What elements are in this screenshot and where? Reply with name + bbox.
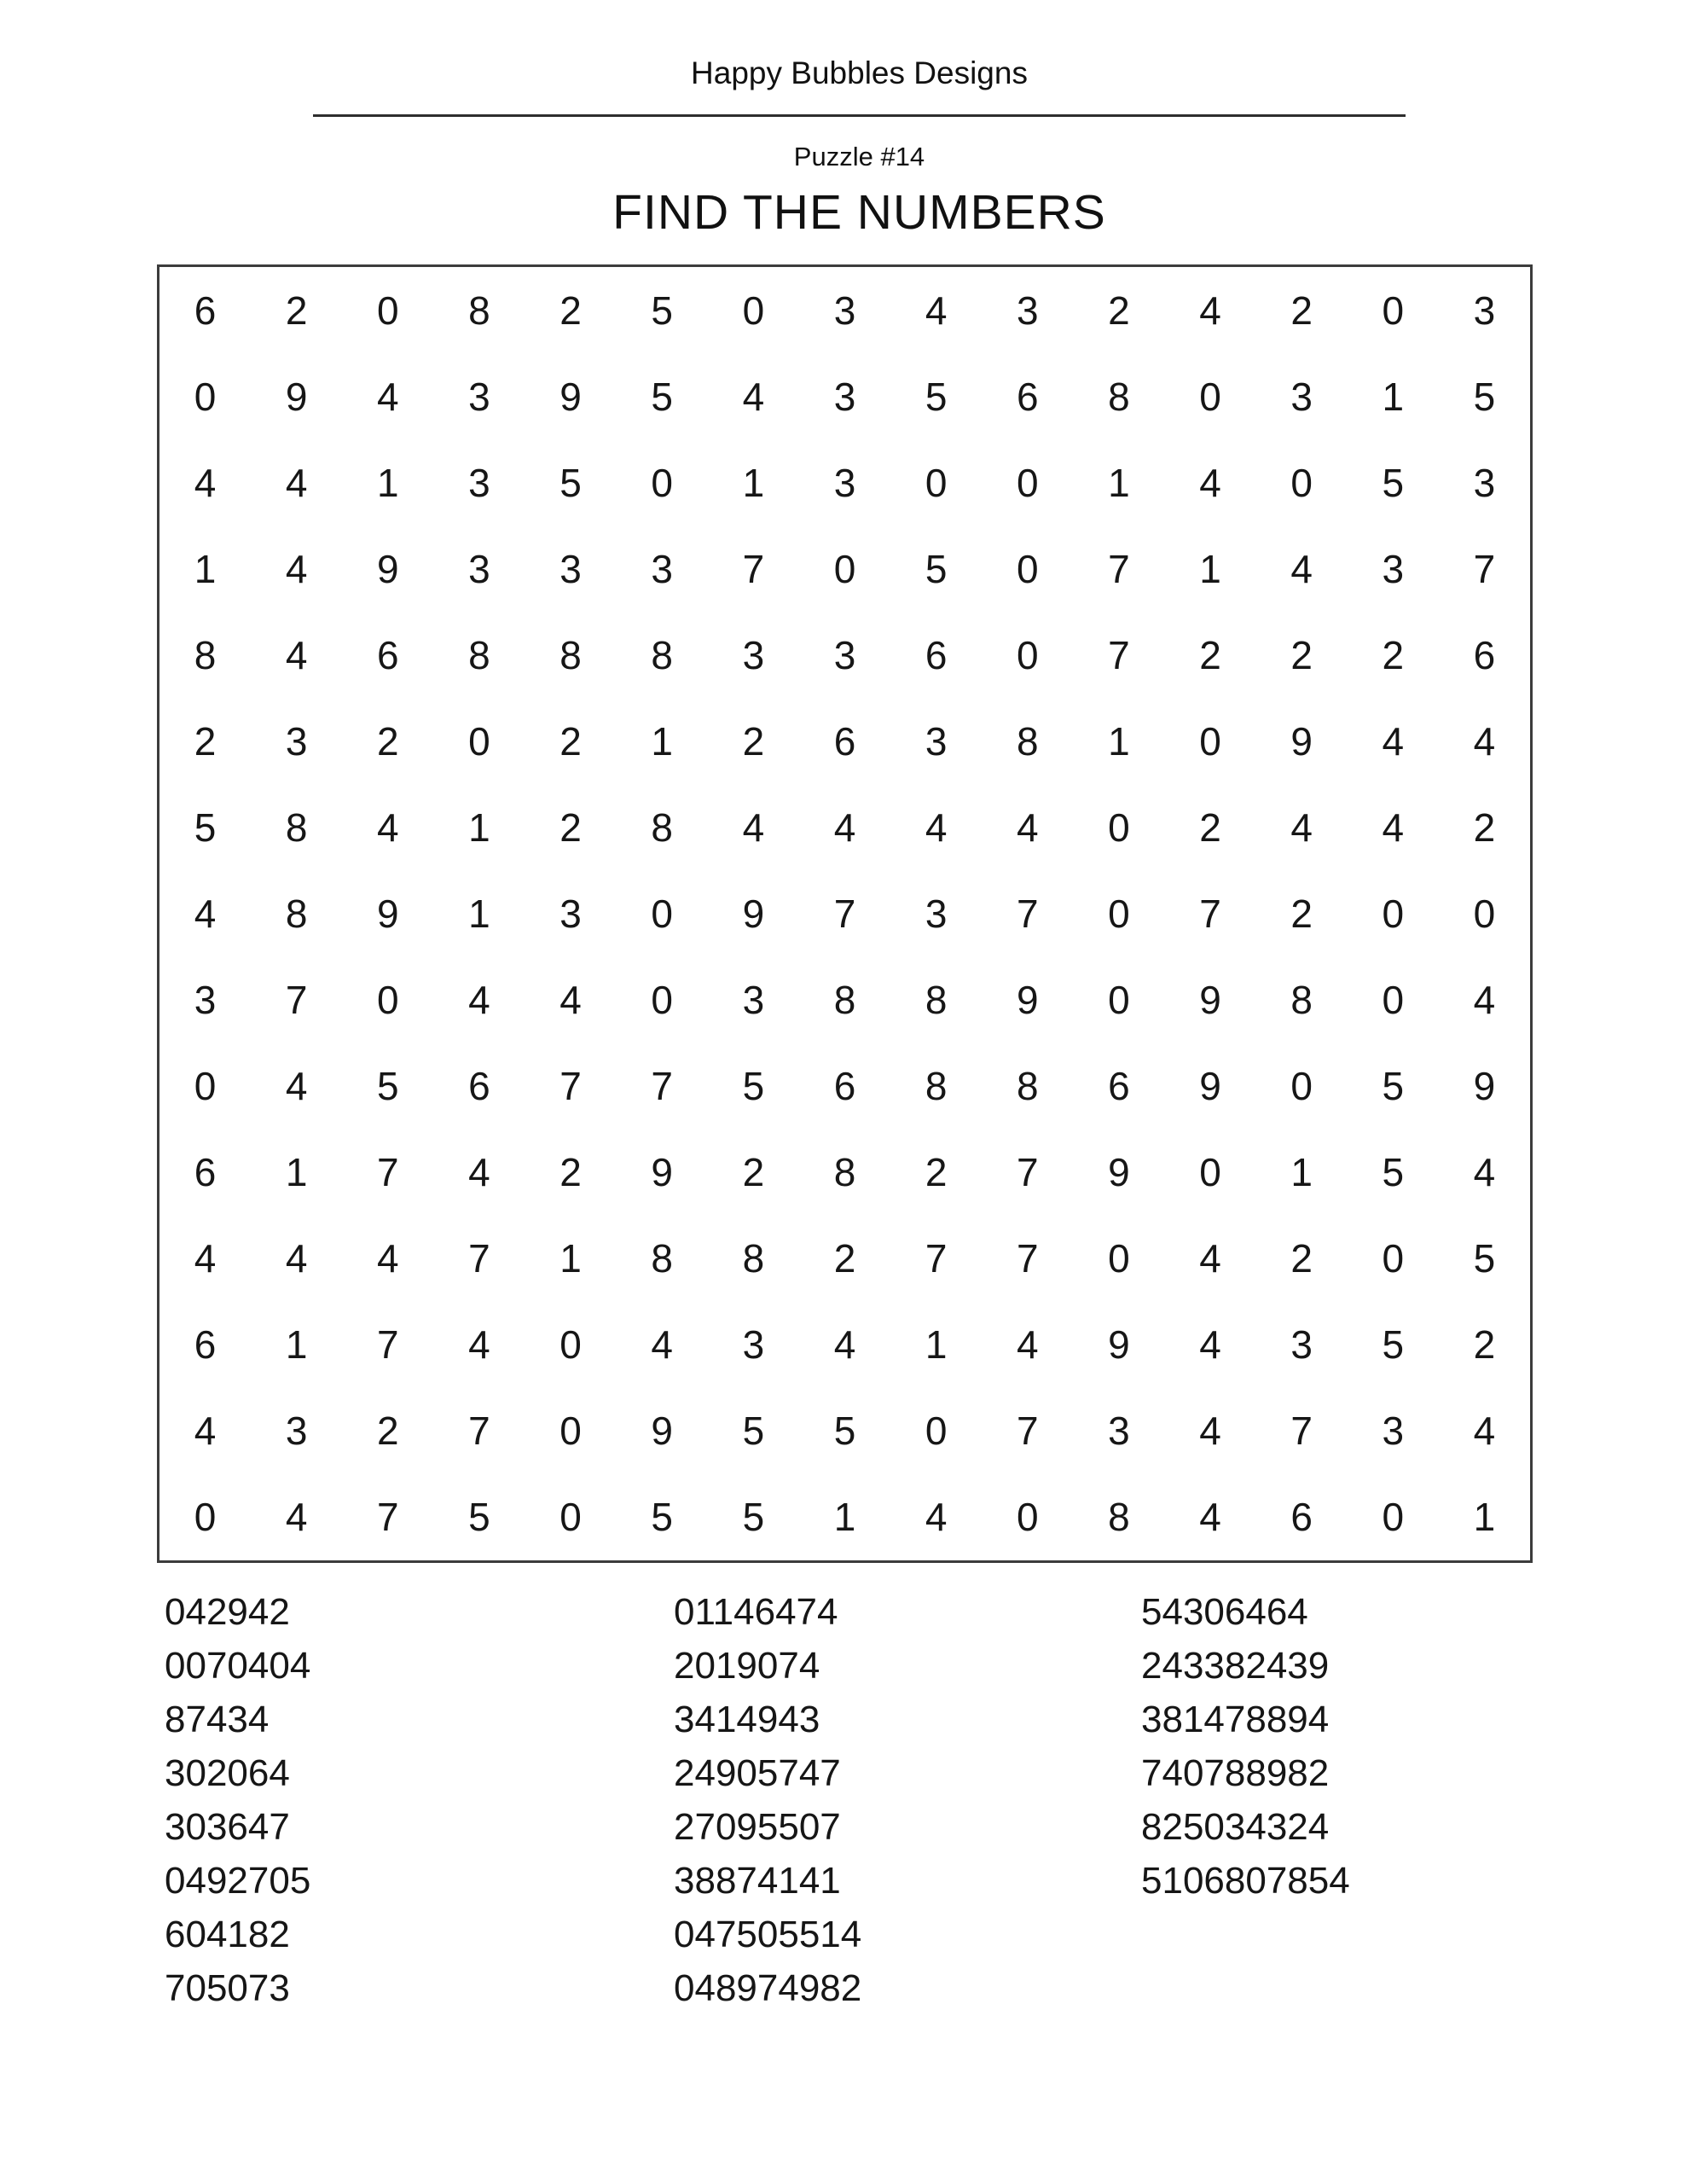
grid-cell: 0 <box>1016 1495 1039 1540</box>
grid-cell: 4 <box>1382 804 1405 850</box>
grid-cell: 0 <box>1016 460 1039 505</box>
grid-cell: 8 <box>1108 1495 1130 1540</box>
grid-cell: 0 <box>925 1409 948 1454</box>
grid-cell: 0 <box>651 978 674 1023</box>
grid-cell: 0 <box>1108 1236 1130 1281</box>
grid-cell: 5 <box>194 804 217 850</box>
grid-cell: 3 <box>468 546 490 591</box>
grid-cell: 0 <box>1382 288 1405 333</box>
grid-cell: 0 <box>1290 1064 1313 1109</box>
grid-cell: 7 <box>468 1236 490 1281</box>
grid-cell: 0 <box>1382 1236 1405 1281</box>
grid-cell: 3 <box>1108 1409 1130 1454</box>
grid-cell: 7 <box>1108 632 1130 677</box>
grid-cell: 0 <box>651 460 674 505</box>
grid-cell: 0 <box>1382 1495 1405 1540</box>
grid-cell: 9 <box>1199 1064 1221 1109</box>
grid-cell: 2 <box>925 1150 948 1195</box>
grid-cell: 9 <box>1108 1150 1130 1195</box>
grid-cell: 5 <box>651 374 674 419</box>
grid-cell: 0 <box>651 891 674 936</box>
grid-cell: 0 <box>377 288 399 333</box>
grid-cell: 8 <box>194 632 217 677</box>
grid-cell: 1 <box>285 1150 308 1195</box>
grid-cell: 5 <box>742 1064 765 1109</box>
grid-cell: 4 <box>1199 1236 1221 1281</box>
grid-cell: 8 <box>285 804 308 850</box>
grid-cell: 4 <box>377 374 399 419</box>
number-list-item: 705073 <box>165 1967 290 2009</box>
grid-cell: 3 <box>1473 288 1496 333</box>
grid-cell: 4 <box>651 1322 674 1368</box>
grid-cell: 4 <box>833 804 856 850</box>
grid-cell: 4 <box>285 460 308 505</box>
number-list-item: 24905747 <box>674 1752 841 1794</box>
grid-cell: 7 <box>377 1150 399 1195</box>
grid-cell: 4 <box>559 978 582 1023</box>
grid-cell: 7 <box>559 1064 582 1109</box>
grid-cell: 0 <box>1382 891 1405 936</box>
grid-cell: 5 <box>468 1495 490 1540</box>
grid-cell: 0 <box>468 718 490 764</box>
grid-cell: 1 <box>1199 546 1221 591</box>
grid-cell: 8 <box>925 1064 948 1109</box>
grid-cell: 1 <box>194 546 217 591</box>
number-list-item: 047505514 <box>674 1914 862 1955</box>
number-list-column <box>674 1585 1151 2015</box>
grid-cell: 7 <box>468 1409 490 1454</box>
grid-cell: 1 <box>559 1236 582 1281</box>
grid-cell: 2 <box>559 1150 582 1195</box>
grid-cell: 8 <box>1290 978 1313 1023</box>
grid-cell: 6 <box>194 1322 217 1368</box>
grid-cell: 7 <box>1016 1409 1039 1454</box>
grid-cell: 8 <box>651 1236 674 1281</box>
grid-cell: 5 <box>833 1409 856 1454</box>
grid-cell: 9 <box>377 546 399 591</box>
grid-cell: 4 <box>1199 1409 1221 1454</box>
number-list-item: 54306464 <box>1141 1591 1308 1633</box>
grid-cell: 6 <box>833 718 856 764</box>
grid-cell: 0 <box>1290 460 1313 505</box>
grid-cell: 2 <box>1290 1236 1313 1281</box>
grid-cell: 8 <box>925 978 948 1023</box>
grid-cell: 9 <box>377 891 399 936</box>
grid-cell: 4 <box>194 460 217 505</box>
number-list-item: 27095507 <box>674 1806 841 1848</box>
number-search-grid <box>157 264 1533 1563</box>
grid-cell: 1 <box>468 804 490 850</box>
grid-cell: 7 <box>377 1322 399 1368</box>
grid-cell: 3 <box>1382 1409 1405 1454</box>
grid-cell: 0 <box>1016 546 1039 591</box>
grid-cell: 1 <box>285 1322 308 1368</box>
grid-cell: 4 <box>468 1150 490 1195</box>
grid-cell: 3 <box>468 374 490 419</box>
number-list-item: 01146474 <box>674 1591 838 1633</box>
grid-cell: 2 <box>559 804 582 850</box>
grid-cell: 2 <box>1290 288 1313 333</box>
grid-cell: 3 <box>1290 1322 1313 1368</box>
grid-cell: 0 <box>1199 718 1221 764</box>
grid-cell: 9 <box>559 374 582 419</box>
grid-cell: 2 <box>742 718 765 764</box>
number-list-item: 243382439 <box>1141 1645 1330 1687</box>
grid-cell: 4 <box>1290 546 1313 591</box>
grid-cell: 3 <box>925 891 948 936</box>
number-list-item: 740788982 <box>1141 1752 1330 1794</box>
grid-cell: 4 <box>194 891 217 936</box>
grid-cell: 5 <box>377 1064 399 1109</box>
grid-cell: 8 <box>742 1236 765 1281</box>
grid-cell: 3 <box>742 978 765 1023</box>
grid-cell: 8 <box>651 804 674 850</box>
number-list-item: 38874141 <box>674 1860 841 1902</box>
grid-cell: 0 <box>833 546 856 591</box>
grid-cell: 2 <box>194 718 217 764</box>
grid-cell: 5 <box>1473 1236 1496 1281</box>
grid-cell: 0 <box>925 460 948 505</box>
grid-cell: 9 <box>651 1409 674 1454</box>
grid-cell: 0 <box>1108 978 1130 1023</box>
number-list-item: 3414943 <box>674 1699 820 1740</box>
grid-cell: 4 <box>1473 978 1496 1023</box>
grid-cell: 1 <box>742 460 765 505</box>
grid-cell: 3 <box>1473 460 1496 505</box>
grid-cell: 7 <box>1199 891 1221 936</box>
grid-cell: 9 <box>1473 1064 1496 1109</box>
header-divider <box>313 114 1406 117</box>
number-list-item: 604182 <box>165 1914 290 1955</box>
grid-cell: 3 <box>742 632 765 677</box>
grid-cell: 4 <box>1382 718 1405 764</box>
grid-cell: 8 <box>285 891 308 936</box>
grid-cell: 0 <box>742 288 765 333</box>
grid-cell: 0 <box>1016 632 1039 677</box>
grid-cell: 1 <box>468 891 490 936</box>
brand-title: Happy Bubbles Designs <box>691 55 1028 90</box>
grid-cell: 2 <box>1290 891 1313 936</box>
grid-cell: 4 <box>925 1495 948 1540</box>
grid-cell: 8 <box>833 978 856 1023</box>
grid-cell: 4 <box>1473 1150 1496 1195</box>
grid-cell: 9 <box>651 1150 674 1195</box>
grid-cell: 4 <box>1473 1409 1496 1454</box>
grid-cell: 2 <box>377 718 399 764</box>
grid-cell: 2 <box>285 288 308 333</box>
grid-cell: 4 <box>285 546 308 591</box>
grid-cell: 3 <box>742 1322 765 1368</box>
grid-cell: 7 <box>1108 546 1130 591</box>
grid-cell: 3 <box>468 460 490 505</box>
grid-cell: 1 <box>833 1495 856 1540</box>
grid-cell: 4 <box>742 804 765 850</box>
grid-cell: 8 <box>468 632 490 677</box>
grid-cell: 0 <box>1382 978 1405 1023</box>
grid-cell: 8 <box>1016 718 1039 764</box>
grid-cell: 1 <box>377 460 399 505</box>
grid-cell: 3 <box>651 546 674 591</box>
grid-cell: 6 <box>1290 1495 1313 1540</box>
grid-cell: 1 <box>1473 1495 1496 1540</box>
grid-cell: 2 <box>1199 804 1221 850</box>
grid-cell: 3 <box>833 460 856 505</box>
grid-cell: 4 <box>285 1064 308 1109</box>
grid-cell: 5 <box>651 1495 674 1540</box>
grid-cell: 3 <box>925 718 948 764</box>
grid-cell: 7 <box>925 1236 948 1281</box>
number-list-column <box>1141 1585 1619 1908</box>
grid-cell: 8 <box>833 1150 856 1195</box>
grid-cell: 6 <box>194 288 217 333</box>
grid-cell: 0 <box>1199 374 1221 419</box>
grid-cell: 6 <box>925 632 948 677</box>
grid-cell: 2 <box>742 1150 765 1195</box>
grid-cell: 3 <box>833 632 856 677</box>
grid-cell: 4 <box>194 1236 217 1281</box>
grid-cell: 4 <box>1199 1322 1221 1368</box>
grid-cell: 7 <box>1290 1409 1313 1454</box>
grid-cell: 5 <box>1382 1150 1405 1195</box>
grid-cell: 8 <box>1016 1064 1039 1109</box>
grid-cell: 0 <box>377 978 399 1023</box>
grid-cell: 2 <box>1199 632 1221 677</box>
grid-cell: 8 <box>651 632 674 677</box>
number-list-item: 302064 <box>165 1752 290 1794</box>
grid-cell: 2 <box>377 1409 399 1454</box>
number-list-item: 87434 <box>165 1699 270 1740</box>
number-list-item: 0492705 <box>165 1860 311 1902</box>
number-list-column <box>165 1585 642 2015</box>
grid-cell: 4 <box>285 1495 308 1540</box>
grid-cell: 0 <box>1108 891 1130 936</box>
grid-cell: 0 <box>1473 891 1496 936</box>
grid-cell: 6 <box>1016 374 1039 419</box>
grid-cell: 5 <box>925 374 948 419</box>
grid-cell: 8 <box>559 632 582 677</box>
grid-cell: 0 <box>559 1322 582 1368</box>
number-list-item: 0070404 <box>165 1645 311 1687</box>
grid-cell: 9 <box>1290 718 1313 764</box>
grid-cell: 3 <box>1016 288 1039 333</box>
grid-cell: 6 <box>194 1150 217 1195</box>
grid-cell: 2 <box>833 1236 856 1281</box>
grid-cell: 7 <box>285 978 308 1023</box>
grid-cell: 4 <box>1199 460 1221 505</box>
grid-cell: 3 <box>833 374 856 419</box>
grid-cell: 0 <box>194 1064 217 1109</box>
grid-cell: 2 <box>559 288 582 333</box>
grid-cell: 7 <box>1016 1236 1039 1281</box>
grid-cell: 3 <box>285 718 308 764</box>
grid-cell: 1 <box>1108 460 1130 505</box>
grid-cell: 8 <box>468 288 490 333</box>
grid-cell: 4 <box>468 1322 490 1368</box>
grid-cell: 2 <box>1473 1322 1496 1368</box>
grid-cell: 7 <box>377 1495 399 1540</box>
grid-cell: 6 <box>833 1064 856 1109</box>
grid-cell: 7 <box>833 891 856 936</box>
grid-cell: 7 <box>1016 1150 1039 1195</box>
grid-cell: 4 <box>194 1409 217 1454</box>
grid-cell: 2 <box>1473 804 1496 850</box>
grid-cell: 0 <box>559 1409 582 1454</box>
puzzle-number-label: Puzzle #14 <box>793 142 925 171</box>
grid-cell: 5 <box>742 1495 765 1540</box>
grid-cell: 4 <box>285 632 308 677</box>
grid-cell: 7 <box>742 546 765 591</box>
grid-cell: 9 <box>1016 978 1039 1023</box>
grid-cell: 9 <box>285 374 308 419</box>
grid-cell: 4 <box>468 978 490 1023</box>
grid-cell: 7 <box>651 1064 674 1109</box>
grid-cell: 8 <box>1108 374 1130 419</box>
grid-cell: 4 <box>925 288 948 333</box>
grid-cell: 6 <box>1473 632 1496 677</box>
grid-cell: 4 <box>377 804 399 850</box>
grid-cell: 5 <box>1382 1322 1405 1368</box>
grid-cell: 5 <box>742 1409 765 1454</box>
grid-cell: 0 <box>194 1495 217 1540</box>
grid-cell: 1 <box>651 718 674 764</box>
grid-cell: 1 <box>1108 718 1130 764</box>
grid-cell: 4 <box>925 804 948 850</box>
number-list-item: 381478894 <box>1141 1699 1330 1740</box>
number-list-item: 042942 <box>165 1591 290 1633</box>
number-list-item: 825034324 <box>1141 1806 1330 1848</box>
grid-cell: 0 <box>1199 1150 1221 1195</box>
number-list-item: 048974982 <box>674 1967 862 2009</box>
grid-cell: 4 <box>285 1236 308 1281</box>
grid-cell: 1 <box>925 1322 948 1368</box>
grid-cell: 6 <box>1108 1064 1130 1109</box>
grid-cell: 4 <box>1016 804 1039 850</box>
grid-cell: 4 <box>742 374 765 419</box>
grid-cell: 4 <box>833 1322 856 1368</box>
grid-cell: 5 <box>925 546 948 591</box>
grid-cell: 4 <box>1199 288 1221 333</box>
grid-cell: 3 <box>559 546 582 591</box>
grid-cell: 4 <box>377 1236 399 1281</box>
grid-cell: 9 <box>1108 1322 1130 1368</box>
grid-cell: 5 <box>1382 1064 1405 1109</box>
grid-cell: 2 <box>1382 632 1405 677</box>
grid-cell: 2 <box>1108 288 1130 333</box>
grid-cell: 3 <box>833 288 856 333</box>
grid-cell: 3 <box>1290 374 1313 419</box>
grid-cell: 5 <box>1473 374 1496 419</box>
grid-cell: 3 <box>285 1409 308 1454</box>
grid-cell: 7 <box>1473 546 1496 591</box>
grid-cell: 9 <box>742 891 765 936</box>
grid-cell: 4 <box>1473 718 1496 764</box>
grid-cell: 1 <box>1382 374 1405 419</box>
grid-cell: 6 <box>468 1064 490 1109</box>
grid-cell: 7 <box>1016 891 1039 936</box>
grid-cell: 0 <box>194 374 217 419</box>
grid-cell: 2 <box>559 718 582 764</box>
grid-cell: 0 <box>559 1495 582 1540</box>
grid-cell: 6 <box>377 632 399 677</box>
grid-cell: 5 <box>651 288 674 333</box>
grid-cell: 3 <box>194 978 217 1023</box>
grid-cell: 4 <box>1290 804 1313 850</box>
grid-cell: 9 <box>1199 978 1221 1023</box>
number-list-item: 303647 <box>165 1806 290 1848</box>
grid-cell: 5 <box>559 460 582 505</box>
grid-cell: 2 <box>1290 632 1313 677</box>
grid-cell: 4 <box>1016 1322 1039 1368</box>
page-title: FIND THE NUMBERS <box>612 185 1106 240</box>
number-list-item: 2019074 <box>674 1645 820 1687</box>
grid-cell: 3 <box>1382 546 1405 591</box>
grid-cell: 3 <box>559 891 582 936</box>
grid-cell: 0 <box>1108 804 1130 850</box>
grid-cell: 4 <box>1199 1495 1221 1540</box>
number-list-item: 5106807854 <box>1141 1860 1350 1902</box>
grid-cell: 1 <box>1290 1150 1313 1195</box>
grid-cell: 5 <box>1382 460 1405 505</box>
